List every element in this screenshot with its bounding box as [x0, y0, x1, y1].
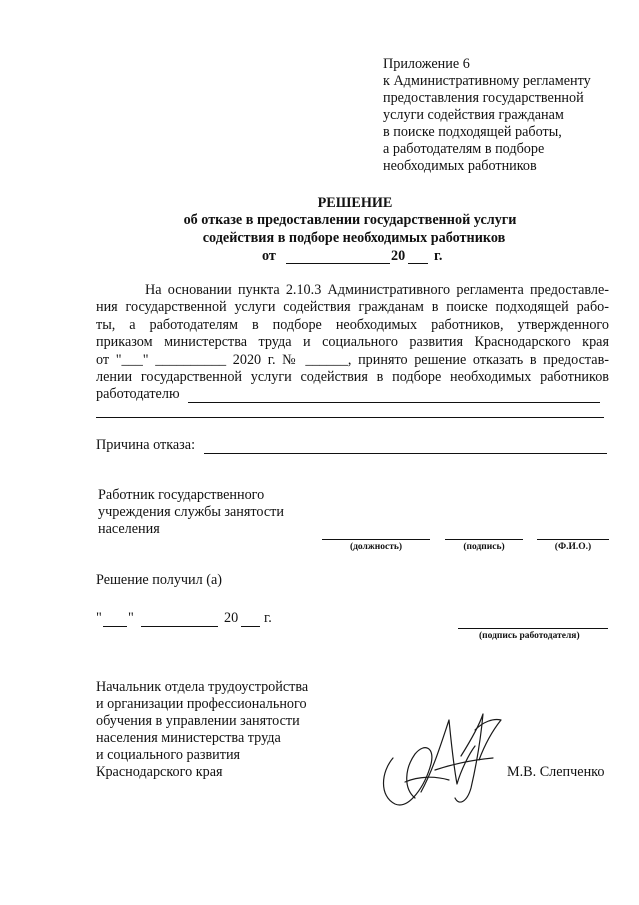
employee-block: [98, 487, 284, 538]
position-field-line[interactable]: [322, 539, 430, 540]
employee-line: учреждения службы занятости: [98, 504, 284, 520]
employer-signature-line[interactable]: [458, 628, 608, 629]
title-subline: содействия в подборе необходимых работников: [202, 230, 506, 246]
appendix-line: необходимых работников: [383, 158, 537, 174]
title-date-year-line: [408, 263, 428, 264]
received-date-suffix: г.: [264, 610, 272, 626]
title-date-prefix: от: [262, 248, 276, 264]
employee-line: населения: [98, 521, 160, 537]
signature-caption: (подпись): [463, 542, 505, 552]
head-line: Начальник отдела трудоустройства: [96, 679, 309, 695]
handwritten-signature: [375, 700, 515, 815]
body-line: ты, а работодателям в подборе необходимых работников, утвержденного: [96, 317, 609, 333]
title-subline: об отказе в предоставлении государственной услуги: [183, 212, 517, 228]
head-line: обучения в управлении занятости: [96, 713, 300, 729]
received-date-month-line[interactable]: [141, 626, 218, 627]
received-date-year: 20: [224, 610, 239, 626]
appendix-line: предоставления государственной: [383, 90, 584, 106]
employer-field-line-2[interactable]: [96, 417, 604, 418]
head-block: [96, 679, 308, 781]
head-line: Краснодарского края: [96, 764, 223, 780]
employee-line: Работник государственного: [98, 487, 265, 503]
body-line: лении государственной услуги содействия в подборе необходимых работников: [96, 369, 609, 385]
body-line: от "___" __________ 2020 г. № ______, принято решение отказать в предостав-: [96, 352, 609, 368]
head-name: М.В. Слепченко: [507, 764, 605, 780]
title-date-suffix: г.: [434, 248, 443, 264]
signature-field-line[interactable]: [445, 539, 523, 540]
head-line: населения министерства труда: [96, 730, 281, 746]
appendix-line: услуги содействия гражданам: [383, 107, 564, 123]
body-line: На основании пункта 2.10.3 Административного регламента предоставле-: [145, 282, 609, 298]
title-date-day-line: [286, 263, 390, 264]
appendix-line: Приложение 6: [383, 56, 470, 72]
received-date-year-line[interactable]: [241, 626, 260, 627]
body-line: ния государственной услуги содействия гражданам в поиске подходящей рабо-: [96, 299, 609, 315]
refusal-field-line[interactable]: [204, 453, 607, 454]
head-line: и социального развития: [96, 747, 241, 763]
name-field-line[interactable]: [537, 539, 609, 540]
title-date-year: 20: [391, 248, 406, 264]
employer-label: работодателю: [96, 386, 180, 402]
appendix-line: а работодателям в подборе: [383, 141, 545, 157]
received-label: Решение получил (а): [96, 572, 223, 588]
received-date-open-quote: ": [96, 610, 102, 626]
appendix-line: к Административному регламенту: [383, 73, 591, 89]
document-title: РЕШЕНИЕ: [317, 195, 393, 211]
appendix-block: [383, 56, 591, 175]
employer-field-line[interactable]: [188, 402, 600, 403]
received-date-day-line[interactable]: [103, 626, 127, 627]
appendix-line: в поиске подходящей работы,: [383, 124, 562, 140]
name-caption: (Ф.И.О.): [554, 542, 592, 552]
refusal-label: Причина отказа:: [96, 437, 196, 453]
employer-signature-caption: (подпись работодателя): [479, 631, 580, 641]
received-date-close-quote: ": [128, 610, 134, 626]
body-line: приказом министерства труда и социального развития Краснодарского края: [96, 334, 609, 350]
head-line: и организации профессионального: [96, 696, 307, 712]
position-caption: (должность): [349, 542, 403, 552]
